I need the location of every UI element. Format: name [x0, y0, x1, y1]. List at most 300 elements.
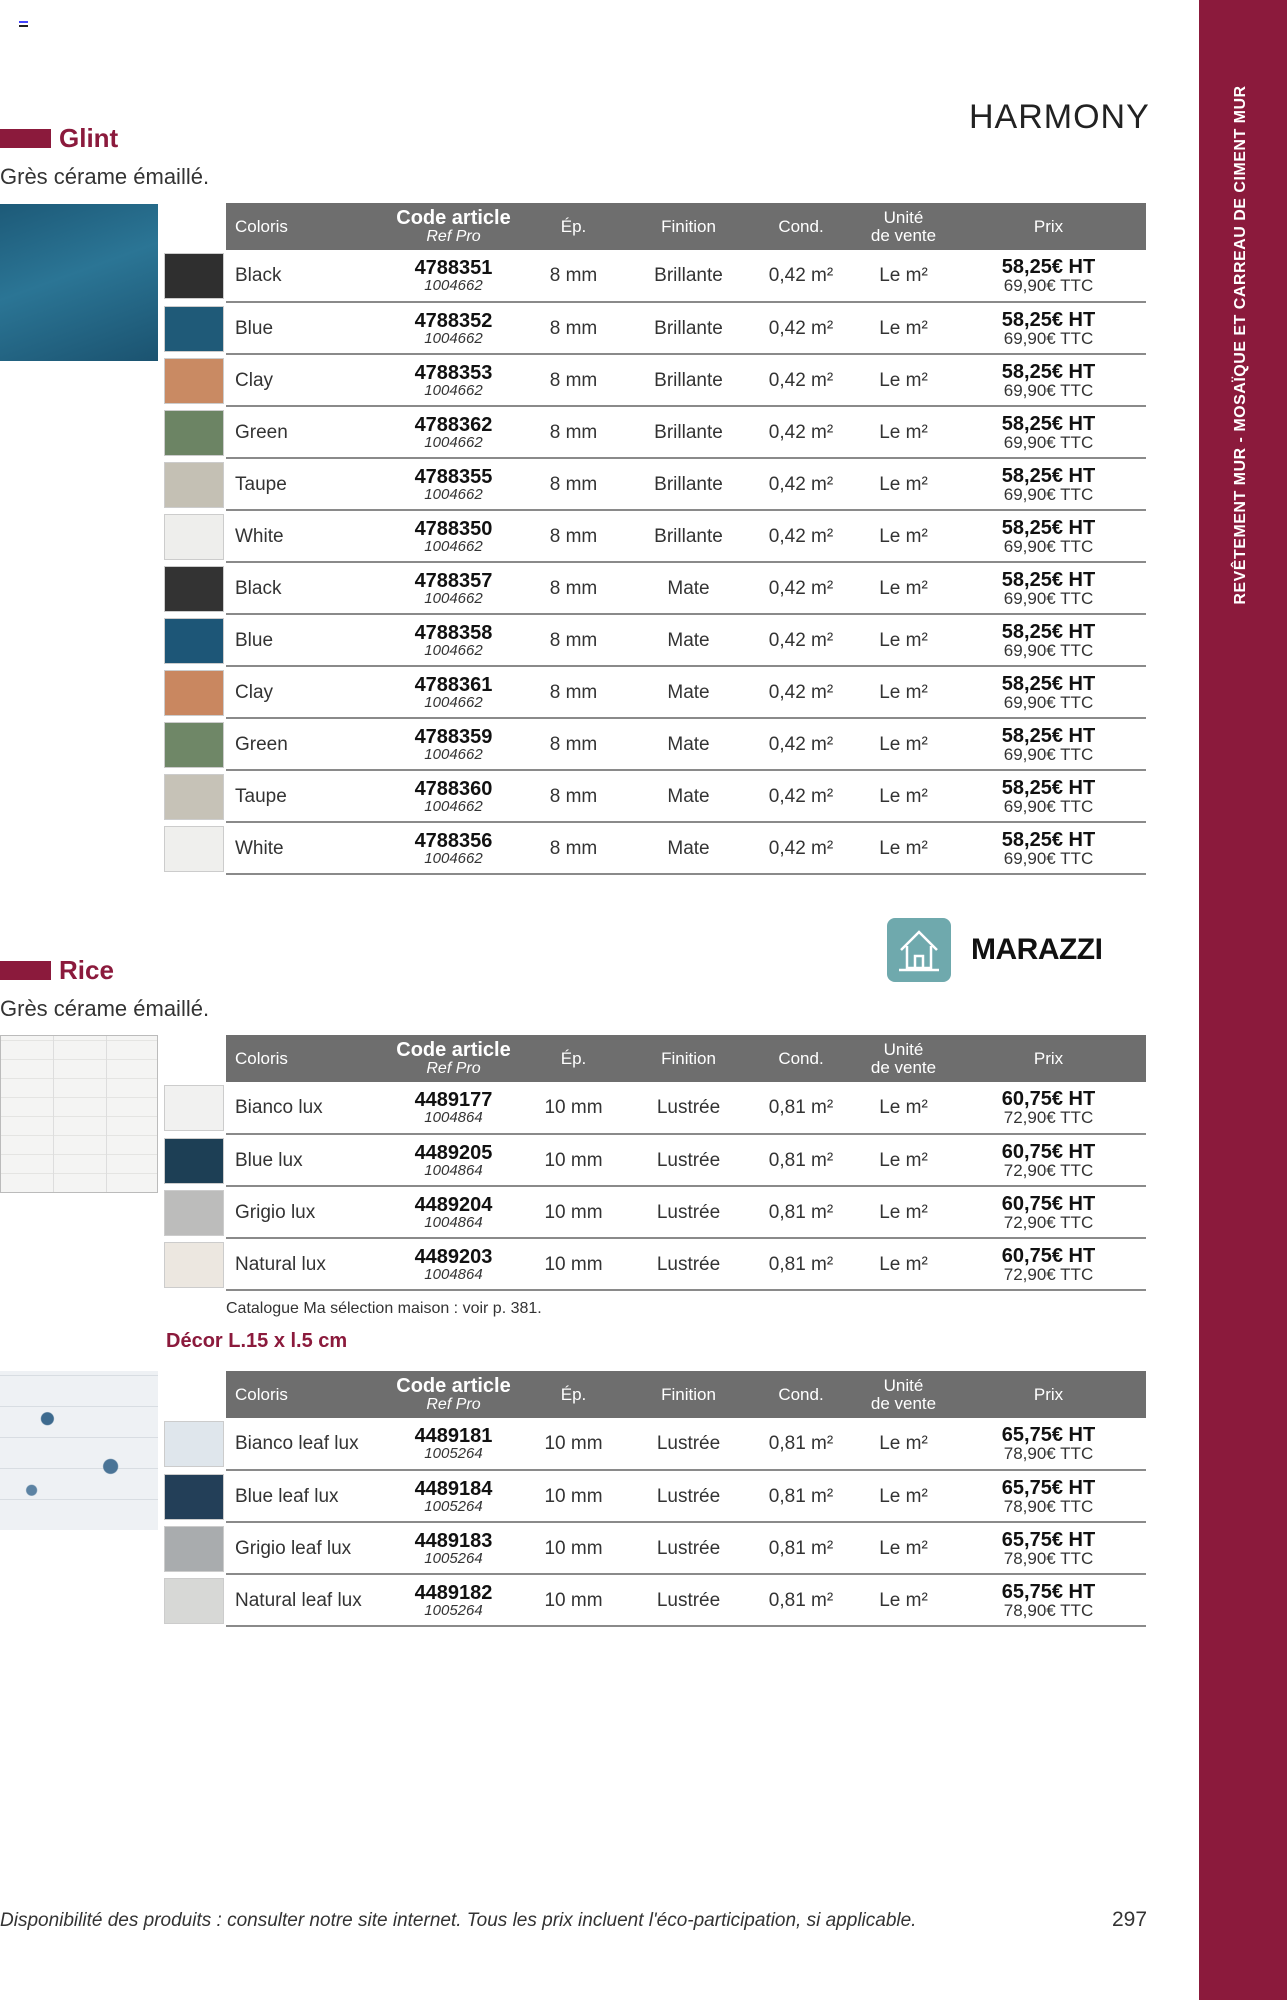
ep-cell: 8 mm — [516, 822, 631, 874]
ep-cell: 10 mm — [516, 1082, 631, 1134]
col-unite — [856, 203, 951, 250]
price-ht: 60,75€ HT — [1001, 1192, 1096, 1215]
decor-product-image — [0, 1371, 158, 1530]
col-code-label: Code article — [396, 1038, 511, 1061]
table-row — [226, 1522, 1146, 1574]
prix-cell — [951, 822, 1146, 874]
finition-cell: Mate — [631, 562, 746, 614]
price-ht: 58,25€ HT — [1001, 828, 1096, 851]
ep-cell: 10 mm — [516, 1186, 631, 1238]
col-ref-label: Ref Pro — [426, 1059, 481, 1077]
code-article: 4788361 — [414, 673, 493, 696]
code-cell — [391, 770, 516, 822]
ref-pro: 1004662 — [424, 797, 483, 815]
table-row — [226, 1082, 1146, 1134]
coloris-cell — [226, 302, 391, 354]
code-article: 4788360 — [414, 777, 493, 800]
decor-table — [226, 1371, 1146, 1627]
col-cond: Cond. — [746, 1371, 856, 1418]
prix-cell — [951, 510, 1146, 562]
prix-cell — [951, 406, 1146, 458]
coloris-text: White — [235, 837, 284, 859]
code-cell — [391, 822, 516, 874]
col-ref-label: Ref Pro — [426, 227, 481, 245]
cond-cell: 0,42 m² — [746, 458, 856, 510]
prix-cell — [951, 770, 1146, 822]
glint-title: Glint — [59, 123, 119, 153]
col-cond: Cond. — [746, 1035, 856, 1082]
color-swatch — [164, 566, 224, 612]
price-ttc: 69,90€ TTC — [1003, 276, 1094, 295]
color-swatch — [164, 1138, 224, 1184]
footer-note: Disponibilité des produits : consulter notre site internet. Tous les prix incluent l'éco-participation, si applicable. — [0, 1910, 917, 1931]
ref-pro: 1004662 — [424, 641, 483, 659]
table-row — [226, 718, 1146, 770]
table-row — [226, 1574, 1146, 1626]
code-cell — [391, 1238, 516, 1290]
coloris-text: Clay — [235, 369, 274, 391]
code-article: 4788357 — [414, 569, 493, 592]
color-swatch — [164, 358, 224, 404]
code-article: 4489205 — [414, 1141, 493, 1164]
coloris-text: White — [235, 525, 284, 547]
finition-cell: Mate — [631, 666, 746, 718]
code-cell — [391, 718, 516, 770]
code-cell — [391, 250, 516, 302]
price-ttc: 69,90€ TTC — [1003, 484, 1094, 504]
catalogue-note: Catalogue Ma sélection maison : voir p. 381. — [226, 1300, 542, 1317]
table-row — [226, 250, 1146, 302]
ep-cell: 8 mm — [516, 770, 631, 822]
code-article: 4489204 — [414, 1193, 493, 1216]
coloris-cell — [226, 1574, 391, 1626]
finition-cell: Lustrée — [631, 1418, 746, 1470]
prix-cell — [951, 1470, 1146, 1522]
finition-cell: Lustrée — [631, 1134, 746, 1186]
ref-pro: 1005264 — [424, 1445, 483, 1462]
prix-cell — [951, 562, 1146, 614]
table-row — [226, 770, 1146, 822]
coloris-cell — [226, 406, 391, 458]
coloris-cell — [226, 562, 391, 614]
prix-cell — [951, 1186, 1146, 1238]
color-swatch — [164, 462, 224, 508]
col-cond: Cond. — [746, 203, 856, 250]
section-bar — [0, 129, 51, 148]
ep-cell: 8 mm — [516, 406, 631, 458]
section-bar — [0, 961, 51, 980]
coloris-text: Bianco lux — [235, 1097, 323, 1118]
table-row — [226, 1418, 1146, 1470]
code-article: 4788352 — [414, 309, 493, 332]
coloris-cell — [226, 250, 391, 302]
unite-cell: Le m² — [856, 822, 951, 874]
ref-pro: 1004864 — [424, 1161, 483, 1179]
code-cell — [391, 1470, 516, 1522]
code-cell — [391, 458, 516, 510]
col-ep: Ép. — [516, 1035, 631, 1082]
coloris-cell — [226, 1470, 391, 1522]
table-row — [226, 822, 1146, 874]
unite-cell: Le m² — [856, 354, 951, 406]
ep-cell: 10 mm — [516, 1134, 631, 1186]
code-cell — [391, 510, 516, 562]
finition-cell: Brillante — [631, 354, 746, 406]
finition-cell: Brillante — [631, 250, 746, 302]
ref-pro: 1004662 — [424, 381, 483, 399]
ep-cell: 8 mm — [516, 354, 631, 406]
coloris-cell — [226, 718, 391, 770]
table-row — [226, 458, 1146, 510]
unite-cell: Le m² — [856, 1082, 951, 1134]
price-ttc: 69,90€ TTC — [1003, 432, 1094, 452]
prix-cell — [951, 250, 1146, 302]
price-ht: 60,75€ HT — [1001, 1140, 1096, 1163]
table-header — [226, 203, 1146, 250]
code-cell — [391, 1574, 516, 1626]
glint-product-image — [0, 204, 158, 361]
marazzi-logo: MARAZZI — [971, 933, 1103, 966]
code-article: 4788359 — [414, 725, 493, 748]
ref-pro: 1004864 — [424, 1213, 483, 1231]
price-ttc: 78,90€ TTC — [1003, 1548, 1094, 1568]
col-coloris: Coloris — [226, 1371, 391, 1418]
price-ht: 58,25€ HT — [1001, 724, 1096, 747]
col-ref-label: Ref Pro — [426, 1395, 481, 1413]
coloris-cell — [226, 614, 391, 666]
table-row — [226, 562, 1146, 614]
col-unite-1: Unité — [883, 207, 924, 227]
prix-cell — [951, 718, 1146, 770]
price-ttc: 69,90€ TTC — [1003, 796, 1094, 816]
cond-cell: 0,42 m² — [746, 302, 856, 354]
col-unite-1: Unité — [883, 1375, 924, 1395]
sidebar-text: REVÊTEMENT MUR - MOSAÏQUE ET CARREAU DE CIMENT MUR — [1232, 85, 1249, 605]
cond-cell: 0,42 m² — [746, 614, 856, 666]
coloris-text: Taupe — [235, 473, 287, 495]
glint-subtitle: Grès cérame émaillé. — [0, 164, 210, 189]
price-ttc: 78,90€ TTC — [1003, 1496, 1094, 1516]
price-ttc: 69,90€ TTC — [1003, 536, 1094, 556]
col-coloris: Coloris — [226, 1035, 391, 1082]
color-swatch — [164, 774, 224, 820]
cond-cell: 0,81 m² — [746, 1186, 856, 1238]
house-logo-icon — [887, 918, 951, 982]
unite-cell: Le m² — [856, 510, 951, 562]
table-row — [226, 354, 1146, 406]
ref-pro: 1004662 — [424, 277, 483, 294]
color-swatch — [164, 618, 224, 664]
price-ttc: 69,90€ TTC — [1003, 848, 1094, 868]
unite-cell: Le m² — [856, 666, 951, 718]
ep-cell: 10 mm — [516, 1522, 631, 1574]
ref-pro: 1004662 — [424, 693, 483, 711]
code-article: 4489182 — [414, 1581, 493, 1604]
coloris-cell — [226, 666, 391, 718]
ref-pro: 1004864 — [424, 1109, 483, 1126]
color-swatch — [164, 306, 224, 352]
cond-cell: 0,42 m² — [746, 354, 856, 406]
col-prix: Prix — [951, 203, 1146, 250]
color-swatch — [164, 1526, 224, 1572]
price-ht: 58,25€ HT — [1001, 308, 1096, 331]
code-cell — [391, 1082, 516, 1134]
unite-cell: Le m² — [856, 1418, 951, 1470]
cond-cell: 0,42 m² — [746, 666, 856, 718]
code-article: 4489181 — [414, 1425, 493, 1447]
prix-cell — [951, 1574, 1146, 1626]
price-ht: 60,75€ HT — [1001, 1088, 1096, 1110]
table-row — [226, 1186, 1146, 1238]
price-ttc: 78,90€ TTC — [1003, 1444, 1094, 1463]
code-article: 4788353 — [414, 361, 493, 384]
price-ht: 58,25€ HT — [1001, 672, 1096, 695]
ref-pro: 1004864 — [424, 1265, 483, 1283]
finition-cell: Lustrée — [631, 1522, 746, 1574]
code-article: 4489184 — [414, 1477, 493, 1500]
code-article: 4788362 — [414, 413, 493, 436]
code-article: 4489203 — [414, 1245, 493, 1268]
finition-cell: Mate — [631, 822, 746, 874]
table-row — [226, 614, 1146, 666]
unite-cell: Le m² — [856, 562, 951, 614]
finition-cell: Lustrée — [631, 1238, 746, 1290]
price-ht: 65,75€ HT — [1001, 1528, 1096, 1551]
ref-pro: 1004662 — [424, 745, 483, 763]
price-ht: 60,75€ HT — [1001, 1244, 1096, 1267]
page-marker-icon — [19, 21, 28, 27]
col-prix: Prix — [951, 1371, 1146, 1418]
col-prix: Prix — [951, 1035, 1146, 1082]
coloris-cell — [226, 1522, 391, 1574]
code-article: 4788350 — [414, 517, 493, 540]
glint-table — [226, 203, 1146, 875]
price-ttc: 69,90€ TTC — [1003, 328, 1094, 348]
ref-pro: 1004662 — [424, 433, 483, 451]
prix-cell — [951, 1134, 1146, 1186]
color-swatch — [164, 1085, 224, 1131]
color-swatch — [164, 253, 224, 299]
coloris-text: Black — [235, 577, 282, 599]
ep-cell: 8 mm — [516, 666, 631, 718]
col-ep: Ép. — [516, 1371, 631, 1418]
rice-subtitle: Grès cérame émaillé. — [0, 996, 210, 1021]
code-article: 4788356 — [414, 829, 493, 852]
finition-cell: Mate — [631, 614, 746, 666]
prix-cell — [951, 1418, 1146, 1470]
coloris-cell — [226, 1418, 391, 1470]
unite-cell: Le m² — [856, 1522, 951, 1574]
code-article: 4788351 — [414, 257, 493, 279]
coloris-text: Black — [235, 265, 282, 286]
cond-cell: 0,42 m² — [746, 562, 856, 614]
price-ttc: 72,90€ TTC — [1003, 1160, 1094, 1180]
price-ht: 58,25€ HT — [1001, 412, 1096, 435]
code-cell — [391, 302, 516, 354]
price-ttc: 69,90€ TTC — [1003, 640, 1094, 660]
cond-cell: 0,81 m² — [746, 1082, 856, 1134]
table-header — [226, 1035, 1146, 1082]
color-swatch — [164, 826, 224, 872]
col-code-label: Code article — [396, 1374, 511, 1397]
price-ttc: 78,90€ TTC — [1003, 1600, 1094, 1620]
rice-table — [226, 1035, 1146, 1291]
table-row — [226, 302, 1146, 354]
prix-cell — [951, 1238, 1146, 1290]
color-swatch — [164, 1421, 224, 1467]
finition-cell: Brillante — [631, 510, 746, 562]
code-cell — [391, 1186, 516, 1238]
ep-cell: 8 mm — [516, 718, 631, 770]
color-swatch — [164, 514, 224, 560]
color-swatch — [164, 410, 224, 456]
price-ht: 58,25€ HT — [1001, 620, 1096, 643]
color-swatch — [164, 1190, 224, 1236]
code-article: 4489183 — [414, 1529, 493, 1552]
cond-cell: 0,42 m² — [746, 406, 856, 458]
ep-cell: 8 mm — [516, 250, 631, 302]
cond-cell: 0,81 m² — [746, 1134, 856, 1186]
ep-cell: 8 mm — [516, 458, 631, 510]
finition-cell: Lustrée — [631, 1186, 746, 1238]
coloris-cell — [226, 458, 391, 510]
unite-cell: Le m² — [856, 1134, 951, 1186]
col-unite-1: Unité — [883, 1039, 924, 1059]
ep-cell: 8 mm — [516, 614, 631, 666]
prix-cell — [951, 666, 1146, 718]
price-ht: 58,25€ HT — [1001, 516, 1096, 539]
prix-cell — [951, 1082, 1146, 1134]
cond-cell: 0,81 m² — [746, 1418, 856, 1470]
coloris-text: Bianco leaf lux — [235, 1433, 359, 1454]
coloris-cell — [226, 822, 391, 874]
prix-cell — [951, 1522, 1146, 1574]
coloris-text: Natural lux — [235, 1253, 326, 1275]
price-ht: 58,25€ HT — [1001, 360, 1096, 383]
coloris-text: Blue — [235, 629, 274, 651]
finition-cell: Mate — [631, 718, 746, 770]
finition-cell: Lustrée — [631, 1082, 746, 1134]
rice-title: Rice — [59, 955, 114, 985]
price-ht: 58,25€ HT — [1001, 464, 1096, 487]
color-swatch — [164, 1578, 224, 1624]
col-code — [391, 1035, 516, 1082]
coloris-cell — [226, 354, 391, 406]
col-unite-2: de vente — [870, 225, 937, 245]
finition-cell: Brillante — [631, 458, 746, 510]
cond-cell: 0,42 m² — [746, 250, 856, 302]
ref-pro: 1005264 — [424, 1497, 483, 1515]
unite-cell: Le m² — [856, 250, 951, 302]
col-finition: Finition — [631, 203, 746, 250]
prix-cell — [951, 354, 1146, 406]
unite-cell: Le m² — [856, 302, 951, 354]
col-unite-2: de vente — [870, 1393, 937, 1413]
table-row — [226, 666, 1146, 718]
unite-cell: Le m² — [856, 1574, 951, 1626]
coloris-text: Green — [235, 733, 288, 755]
cond-cell: 0,81 m² — [746, 1522, 856, 1574]
ep-cell: 10 mm — [516, 1238, 631, 1290]
coloris-text: Grigio leaf lux — [235, 1537, 352, 1559]
finition-cell: Lustrée — [631, 1470, 746, 1522]
coloris-text: Natural leaf lux — [235, 1589, 362, 1611]
finition-cell: Brillante — [631, 302, 746, 354]
table-header — [226, 1371, 1146, 1418]
code-cell — [391, 562, 516, 614]
code-cell — [391, 666, 516, 718]
unite-cell: Le m² — [856, 718, 951, 770]
table-row — [226, 510, 1146, 562]
code-cell — [391, 1134, 516, 1186]
code-cell — [391, 406, 516, 458]
code-article: 4489177 — [414, 1089, 493, 1111]
price-ttc: 69,90€ TTC — [1003, 588, 1094, 608]
ref-pro: 1004662 — [424, 537, 483, 555]
cond-cell: 0,42 m² — [746, 822, 856, 874]
cond-cell: 0,42 m² — [746, 510, 856, 562]
coloris-text: Blue lux — [235, 1149, 303, 1171]
code-cell — [391, 614, 516, 666]
cond-cell: 0,81 m² — [746, 1470, 856, 1522]
ep-cell: 8 mm — [516, 302, 631, 354]
coloris-cell — [226, 1238, 391, 1290]
col-finition: Finition — [631, 1035, 746, 1082]
finition-cell: Brillante — [631, 406, 746, 458]
col-finition: Finition — [631, 1371, 746, 1418]
coloris-text: Taupe — [235, 785, 287, 807]
col-code-label: Code article — [396, 206, 511, 229]
coloris-cell — [226, 1082, 391, 1134]
price-ttc: 72,90€ TTC — [1003, 1212, 1094, 1232]
price-ttc: 72,90€ TTC — [1003, 1264, 1094, 1284]
finition-cell: Mate — [631, 770, 746, 822]
prix-cell — [951, 614, 1146, 666]
coloris-cell — [226, 1134, 391, 1186]
price-ht: 58,25€ HT — [1001, 568, 1096, 591]
rice-product-image — [0, 1035, 158, 1193]
price-ttc: 72,90€ TTC — [1003, 1108, 1094, 1127]
col-coloris: Coloris — [226, 203, 391, 250]
color-swatch — [164, 722, 224, 768]
ref-pro: 1004662 — [424, 329, 483, 347]
code-cell — [391, 1418, 516, 1470]
prix-cell — [951, 302, 1146, 354]
ref-pro: 1004662 — [424, 849, 483, 867]
col-unite-2: de vente — [870, 1057, 937, 1077]
table-row — [226, 1470, 1146, 1522]
col-unite — [856, 1035, 951, 1082]
unite-cell: Le m² — [856, 1238, 951, 1290]
unite-cell: Le m² — [856, 406, 951, 458]
ref-pro: 1004662 — [424, 485, 483, 503]
unite-cell: Le m² — [856, 614, 951, 666]
unite-cell: Le m² — [856, 1186, 951, 1238]
ref-pro: 1005264 — [424, 1549, 483, 1567]
unite-cell: Le m² — [856, 1470, 951, 1522]
table-row — [226, 1238, 1146, 1290]
ref-pro: 1004662 — [424, 589, 483, 607]
table-row — [226, 406, 1146, 458]
coloris-cell — [226, 770, 391, 822]
ep-cell: 10 mm — [516, 1574, 631, 1626]
coloris-cell — [226, 1186, 391, 1238]
coloris-text: Blue — [235, 317, 274, 339]
price-ht: 58,25€ HT — [1001, 776, 1096, 799]
ep-cell: 10 mm — [516, 1470, 631, 1522]
price-ht: 65,75€ HT — [1001, 1580, 1096, 1603]
prix-cell — [951, 458, 1146, 510]
